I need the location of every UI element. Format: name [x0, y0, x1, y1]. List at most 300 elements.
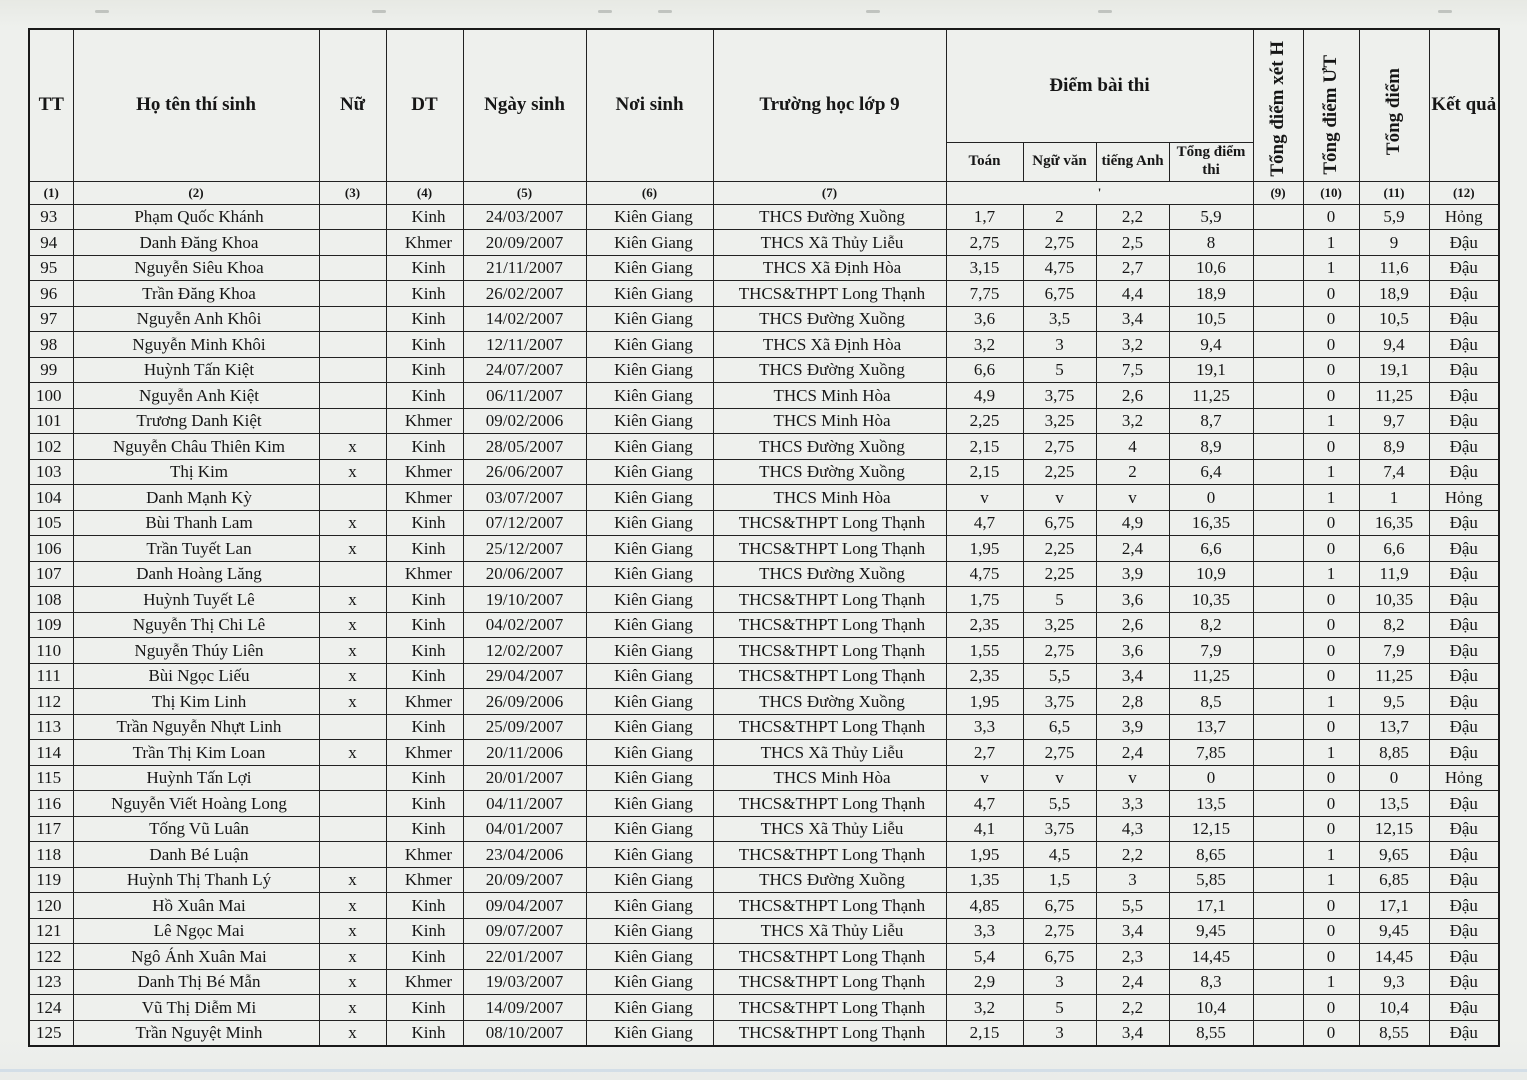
cell-name: Huỳnh Tấn Lợi — [73, 765, 319, 791]
table-row — [29, 332, 1499, 358]
table-row — [29, 740, 1499, 766]
cell-exam_total: 8 — [1169, 230, 1253, 256]
cell-ethnicity: Khmer — [386, 459, 463, 485]
cell-school: THCS&THPT Long Thạnh — [713, 944, 946, 970]
cell-exam_total: 14,45 — [1169, 944, 1253, 970]
header-dob: Ngày sinh — [463, 29, 586, 181]
cell-english: 3,9 — [1096, 561, 1169, 587]
cell-math: 2,9 — [946, 969, 1023, 995]
cell-literature: 3,25 — [1023, 612, 1096, 638]
cell-ut: 0 — [1303, 944, 1359, 970]
cell-ut: 0 — [1303, 357, 1359, 383]
cell-math: 2,15 — [946, 459, 1023, 485]
cell-name: Thị Kim — [73, 459, 319, 485]
cell-total: 9,7 — [1359, 408, 1429, 434]
cell-school: THCS Xã Định Hòa — [713, 255, 946, 281]
cell-total: 11,25 — [1359, 383, 1429, 409]
cell-literature: 5,5 — [1023, 663, 1096, 689]
cell-xet — [1253, 842, 1303, 868]
cell-tt: 120 — [29, 893, 73, 919]
cell-exam_total: 10,6 — [1169, 255, 1253, 281]
cell-xet — [1253, 944, 1303, 970]
scan-artifact — [658, 10, 672, 13]
cell-birthplace: Kiên Giang — [586, 332, 713, 358]
cell-result: Đậu — [1429, 995, 1499, 1021]
cell-school: THCS&THPT Long Thạnh — [713, 638, 946, 664]
cell-birthplace: Kiên Giang — [586, 893, 713, 919]
table-row — [29, 969, 1499, 995]
cell-xet — [1253, 663, 1303, 689]
cell-name: Danh Mạnh Kỳ — [73, 485, 319, 511]
cell-total: 8,55 — [1359, 1020, 1429, 1046]
cell-female: x — [319, 434, 386, 460]
cell-english: 2,2 — [1096, 995, 1169, 1021]
cell-result: Đậu — [1429, 332, 1499, 358]
cell-english: 2,6 — [1096, 612, 1169, 638]
cell-result: Đậu — [1429, 791, 1499, 817]
cell-tt: 98 — [29, 332, 73, 358]
cell-dob: 08/10/2007 — [463, 1020, 586, 1046]
cell-ethnicity: Kinh — [386, 536, 463, 562]
cell-ethnicity: Kinh — [386, 944, 463, 970]
cell-ut: 0 — [1303, 765, 1359, 791]
results-tbody — [29, 204, 1499, 1046]
cell-ut: 0 — [1303, 510, 1359, 536]
cell-exam_total: 0 — [1169, 765, 1253, 791]
cell-total: 0 — [1359, 765, 1429, 791]
cell-ut: 0 — [1303, 383, 1359, 409]
cell-literature: 4,75 — [1023, 255, 1096, 281]
cell-ethnicity: Kinh — [386, 255, 463, 281]
cell-school: THCS&THPT Long Thạnh — [713, 587, 946, 613]
cell-school: THCS&THPT Long Thạnh — [713, 995, 946, 1021]
cell-result: Đậu — [1429, 306, 1499, 332]
header-name: Họ tên thí sinh — [73, 29, 319, 181]
cell-english: 3,6 — [1096, 638, 1169, 664]
cell-birthplace: Kiên Giang — [586, 561, 713, 587]
cell-school: THCS Minh Hòa — [713, 485, 946, 511]
cell-literature: 3 — [1023, 969, 1096, 995]
header-ethnicity: DT — [386, 29, 463, 181]
cell-math: 2,15 — [946, 1020, 1023, 1046]
cell-math: 4,1 — [946, 816, 1023, 842]
cell-birthplace: Kiên Giang — [586, 459, 713, 485]
cell-dob: 04/02/2007 — [463, 612, 586, 638]
cell-tt: 116 — [29, 791, 73, 817]
cell-ut: 1 — [1303, 740, 1359, 766]
cell-math: 2,35 — [946, 612, 1023, 638]
cell-xet — [1253, 587, 1303, 613]
cell-exam_total: 8,7 — [1169, 408, 1253, 434]
cell-birthplace: Kiên Giang — [586, 357, 713, 383]
cell-math: v — [946, 485, 1023, 511]
cell-name: Trương Danh Kiệt — [73, 408, 319, 434]
cell-school: THCS Đường Xuồng — [713, 204, 946, 230]
header-result: Kết quả — [1429, 29, 1499, 181]
table-row — [29, 357, 1499, 383]
header-english: tiếng Anh — [1096, 142, 1169, 181]
cell-dob: 20/06/2007 — [463, 561, 586, 587]
cell-english: 3,6 — [1096, 587, 1169, 613]
cell-literature: 3,25 — [1023, 408, 1096, 434]
cell-name: Thị Kim Linh — [73, 689, 319, 715]
cell-english: 2,2 — [1096, 842, 1169, 868]
cell-ut: 1 — [1303, 485, 1359, 511]
cell-xet — [1253, 714, 1303, 740]
cell-dob: 14/09/2007 — [463, 995, 586, 1021]
cell-xet — [1253, 561, 1303, 587]
cell-xet — [1253, 969, 1303, 995]
cell-name: Lê Ngọc Mai — [73, 918, 319, 944]
cell-dob: 04/11/2007 — [463, 791, 586, 817]
cell-xet — [1253, 638, 1303, 664]
cell-exam_total: 19,1 — [1169, 357, 1253, 383]
header-literature: Ngữ văn — [1023, 142, 1096, 181]
cell-result: Đậu — [1429, 740, 1499, 766]
scan-artifact — [95, 10, 109, 13]
header-total-xet-label: Tổng điểm xét H — [1267, 40, 1289, 177]
cell-name: Trần Đăng Khoa — [73, 281, 319, 307]
cell-total: 14,45 — [1359, 944, 1429, 970]
cell-tt: 108 — [29, 587, 73, 613]
cell-xet — [1253, 612, 1303, 638]
cell-xet — [1253, 306, 1303, 332]
cell-literature: v — [1023, 485, 1096, 511]
cell-female: x — [319, 638, 386, 664]
cell-dob: 19/10/2007 — [463, 587, 586, 613]
cell-school: THCS&THPT Long Thạnh — [713, 663, 946, 689]
cell-english: 3,2 — [1096, 408, 1169, 434]
cell-ethnicity: Kinh — [386, 1020, 463, 1046]
cell-tt: 121 — [29, 918, 73, 944]
cell-ut: 1 — [1303, 561, 1359, 587]
cell-english: 4,9 — [1096, 510, 1169, 536]
cell-name: Trần Nguyễn Nhựt Linh — [73, 714, 319, 740]
cell-xet — [1253, 204, 1303, 230]
col-num-10: (10) — [1303, 181, 1359, 204]
cell-name: Trần Thị Kim Loan — [73, 740, 319, 766]
cell-tt: 101 — [29, 408, 73, 434]
cell-english: 2,4 — [1096, 536, 1169, 562]
cell-total: 7,4 — [1359, 459, 1429, 485]
cell-math: 1,95 — [946, 536, 1023, 562]
cell-dob: 28/05/2007 — [463, 434, 586, 460]
col-num-3: (3) — [319, 181, 386, 204]
cell-tt: 112 — [29, 689, 73, 715]
cell-school: THCS Đường Xuồng — [713, 459, 946, 485]
table-row — [29, 714, 1499, 740]
cell-school: THCS Đường Xuồng — [713, 689, 946, 715]
cell-ethnicity: Kinh — [386, 204, 463, 230]
cell-ethnicity: Khmer — [386, 689, 463, 715]
cell-math: 4,7 — [946, 510, 1023, 536]
cell-birthplace: Kiên Giang — [586, 485, 713, 511]
cell-literature: 5 — [1023, 357, 1096, 383]
cell-literature: 2,75 — [1023, 918, 1096, 944]
cell-female — [319, 765, 386, 791]
cell-xet — [1253, 867, 1303, 893]
cell-tt: 100 — [29, 383, 73, 409]
cell-total: 19,1 — [1359, 357, 1429, 383]
cell-xet — [1253, 536, 1303, 562]
cell-dob: 20/09/2007 — [463, 867, 586, 893]
cell-tt: 123 — [29, 969, 73, 995]
table-row — [29, 561, 1499, 587]
cell-math: 1,95 — [946, 842, 1023, 868]
cell-literature: 3,75 — [1023, 816, 1096, 842]
cell-birthplace: Kiên Giang — [586, 306, 713, 332]
cell-exam_total: 10,35 — [1169, 587, 1253, 613]
cell-literature: 2,75 — [1023, 638, 1096, 664]
cell-ut: 1 — [1303, 689, 1359, 715]
cell-female — [319, 204, 386, 230]
cell-female: x — [319, 689, 386, 715]
cell-birthplace: Kiên Giang — [586, 408, 713, 434]
cell-ethnicity: Kinh — [386, 510, 463, 536]
header-tt: TT — [29, 29, 73, 181]
cell-name: Nguyễn Siêu Khoa — [73, 255, 319, 281]
cell-ut: 1 — [1303, 867, 1359, 893]
table-row — [29, 459, 1499, 485]
cell-exam_total: 11,25 — [1169, 663, 1253, 689]
cell-dob: 25/09/2007 — [463, 714, 586, 740]
cell-ut: 0 — [1303, 612, 1359, 638]
cell-dob: 26/02/2007 — [463, 281, 586, 307]
scan-artifact — [1098, 10, 1112, 13]
cell-name: Nguyễn Thúy Liên — [73, 638, 319, 664]
cell-female — [319, 816, 386, 842]
cell-name: Bùi Thanh Lam — [73, 510, 319, 536]
cell-tt: 113 — [29, 714, 73, 740]
cell-name: Nguyễn Thị Chi Lê — [73, 612, 319, 638]
cell-school: THCS Đường Xuồng — [713, 434, 946, 460]
cell-total: 10,5 — [1359, 306, 1429, 332]
cell-total: 9,65 — [1359, 842, 1429, 868]
cell-female: x — [319, 740, 386, 766]
cell-tt: 93 — [29, 204, 73, 230]
cell-math: 1,75 — [946, 587, 1023, 613]
cell-female — [319, 306, 386, 332]
cell-literature: 6,75 — [1023, 944, 1096, 970]
cell-female: x — [319, 587, 386, 613]
cell-dob: 12/02/2007 — [463, 638, 586, 664]
cell-school: THCS Đường Xuồng — [713, 867, 946, 893]
cell-result: Đậu — [1429, 816, 1499, 842]
cell-result: Đậu — [1429, 944, 1499, 970]
cell-ut: 0 — [1303, 1020, 1359, 1046]
column-number-row — [29, 181, 1499, 204]
cell-xet — [1253, 281, 1303, 307]
cell-result: Đậu — [1429, 561, 1499, 587]
cell-school: THCS&THPT Long Thạnh — [713, 536, 946, 562]
cell-tt: 102 — [29, 434, 73, 460]
cell-result: Hỏng — [1429, 204, 1499, 230]
cell-birthplace: Kiên Giang — [586, 281, 713, 307]
cell-school: THCS Đường Xuồng — [713, 357, 946, 383]
cell-total: 1 — [1359, 485, 1429, 511]
cell-result: Đậu — [1429, 867, 1499, 893]
cell-ethnicity: Kinh — [386, 765, 463, 791]
cell-ut: 1 — [1303, 842, 1359, 868]
cell-school: THCS Đường Xuồng — [713, 561, 946, 587]
cell-tt: 96 — [29, 281, 73, 307]
cell-birthplace: Kiên Giang — [586, 867, 713, 893]
cell-birthplace: Kiên Giang — [586, 689, 713, 715]
cell-school: THCS&THPT Long Thạnh — [713, 842, 946, 868]
cell-total: 9,45 — [1359, 918, 1429, 944]
cell-birthplace: Kiên Giang — [586, 663, 713, 689]
cell-ut: 1 — [1303, 408, 1359, 434]
cell-tt: 125 — [29, 1020, 73, 1046]
table-row — [29, 255, 1499, 281]
cell-result: Đậu — [1429, 587, 1499, 613]
cell-ut: 0 — [1303, 204, 1359, 230]
cell-ut: 0 — [1303, 791, 1359, 817]
cell-dob: 26/06/2007 — [463, 459, 586, 485]
cell-result: Đậu — [1429, 357, 1499, 383]
cell-exam_total: 8,5 — [1169, 689, 1253, 715]
cell-birthplace: Kiên Giang — [586, 791, 713, 817]
cell-exam_total: 8,65 — [1169, 842, 1253, 868]
cell-result: Đậu — [1429, 510, 1499, 536]
cell-ut: 0 — [1303, 306, 1359, 332]
table-row — [29, 893, 1499, 919]
cell-exam_total: 6,6 — [1169, 536, 1253, 562]
cell-exam_total: 18,9 — [1169, 281, 1253, 307]
table-row — [29, 816, 1499, 842]
cell-school: THCS Minh Hòa — [713, 383, 946, 409]
cell-school: THCS Minh Hòa — [713, 408, 946, 434]
cell-school: THCS Xã Thủy Liễu — [713, 740, 946, 766]
cell-english: 3,4 — [1096, 306, 1169, 332]
cell-birthplace: Kiên Giang — [586, 816, 713, 842]
cell-exam_total: 16,35 — [1169, 510, 1253, 536]
cell-xet — [1253, 230, 1303, 256]
cell-xet — [1253, 740, 1303, 766]
cell-xet — [1253, 918, 1303, 944]
cell-result: Đậu — [1429, 434, 1499, 460]
cell-name: Trần Nguyệt Minh — [73, 1020, 319, 1046]
cell-female: x — [319, 944, 386, 970]
cell-tt: 107 — [29, 561, 73, 587]
cell-birthplace: Kiên Giang — [586, 612, 713, 638]
cell-name: Ngô Ánh Xuân Mai — [73, 944, 319, 970]
cell-literature: 3,75 — [1023, 383, 1096, 409]
cell-school: THCS Xã Định Hòa — [713, 332, 946, 358]
cell-xet — [1253, 893, 1303, 919]
cell-female: x — [319, 969, 386, 995]
cell-total: 7,9 — [1359, 638, 1429, 664]
cell-name: Hồ Xuân Mai — [73, 893, 319, 919]
cell-english: 3,3 — [1096, 791, 1169, 817]
header-exam-scores-group: Điểm bài thi — [946, 29, 1253, 142]
cell-ethnicity: Kinh — [386, 434, 463, 460]
cell-tt: 114 — [29, 740, 73, 766]
cell-exam_total: 10,4 — [1169, 995, 1253, 1021]
cell-english: v — [1096, 765, 1169, 791]
cell-dob: 04/01/2007 — [463, 816, 586, 842]
cell-xet — [1253, 765, 1303, 791]
table-row — [29, 536, 1499, 562]
cell-dob: 25/12/2007 — [463, 536, 586, 562]
cell-tt: 119 — [29, 867, 73, 893]
cell-dob: 29/04/2007 — [463, 663, 586, 689]
cell-exam_total: 11,25 — [1169, 383, 1253, 409]
cell-birthplace: Kiên Giang — [586, 765, 713, 791]
cell-xet — [1253, 791, 1303, 817]
cell-ut: 0 — [1303, 587, 1359, 613]
cell-birthplace: Kiên Giang — [586, 944, 713, 970]
cell-xet — [1253, 816, 1303, 842]
cell-literature: 6,75 — [1023, 510, 1096, 536]
cell-school: THCS Đường Xuồng — [713, 306, 946, 332]
cell-tt: 106 — [29, 536, 73, 562]
cell-english: 2,7 — [1096, 255, 1169, 281]
cell-school: THCS Xã Thủy Liễu — [713, 230, 946, 256]
header-birthplace: Nơi sinh — [586, 29, 713, 181]
cell-ut: 1 — [1303, 255, 1359, 281]
cell-literature: 5 — [1023, 587, 1096, 613]
cell-tt: 111 — [29, 663, 73, 689]
cell-xet — [1253, 332, 1303, 358]
cell-female: x — [319, 536, 386, 562]
cell-math: 4,85 — [946, 893, 1023, 919]
cell-math: 1,35 — [946, 867, 1023, 893]
cell-math: 2,25 — [946, 408, 1023, 434]
cell-result: Hỏng — [1429, 485, 1499, 511]
cell-ethnicity: Kinh — [386, 918, 463, 944]
cell-name: Danh Bé Luận — [73, 842, 319, 868]
cell-school: THCS Xã Thủy Liễu — [713, 816, 946, 842]
cell-literature: v — [1023, 765, 1096, 791]
cell-tt: 118 — [29, 842, 73, 868]
cell-literature: 2,25 — [1023, 536, 1096, 562]
cell-result: Đậu — [1429, 638, 1499, 664]
cell-result: Đậu — [1429, 893, 1499, 919]
cell-ethnicity: Kinh — [386, 791, 463, 817]
cell-literature: 6,75 — [1023, 893, 1096, 919]
cell-english: 3,4 — [1096, 918, 1169, 944]
table-row — [29, 867, 1499, 893]
cell-female: x — [319, 995, 386, 1021]
cell-birthplace: Kiên Giang — [586, 383, 713, 409]
cell-ut: 0 — [1303, 995, 1359, 1021]
exam-results-table — [28, 28, 1500, 1047]
cell-ut: 0 — [1303, 816, 1359, 842]
cell-literature: 2 — [1023, 204, 1096, 230]
cell-english: 4,3 — [1096, 816, 1169, 842]
cell-tt: 99 — [29, 357, 73, 383]
cell-total: 9 — [1359, 230, 1429, 256]
cell-birthplace: Kiên Giang — [586, 230, 713, 256]
header-school: Trường học lớp 9 — [713, 29, 946, 181]
cell-ethnicity: Khmer — [386, 408, 463, 434]
cell-ethnicity: Khmer — [386, 969, 463, 995]
cell-school: THCS&THPT Long Thạnh — [713, 791, 946, 817]
cell-english: 2,2 — [1096, 204, 1169, 230]
cell-name: Danh Đăng Khoa — [73, 230, 319, 256]
cell-female — [319, 791, 386, 817]
cell-ethnicity: Khmer — [386, 561, 463, 587]
cell-result: Đậu — [1429, 663, 1499, 689]
header-math: Toán — [946, 142, 1023, 181]
cell-name: Trần Tuyết Lan — [73, 536, 319, 562]
cell-literature: 2,75 — [1023, 434, 1096, 460]
cell-math: 3,2 — [946, 332, 1023, 358]
cell-result: Đậu — [1429, 612, 1499, 638]
cell-female: x — [319, 1020, 386, 1046]
cell-exam_total: 7,9 — [1169, 638, 1253, 664]
